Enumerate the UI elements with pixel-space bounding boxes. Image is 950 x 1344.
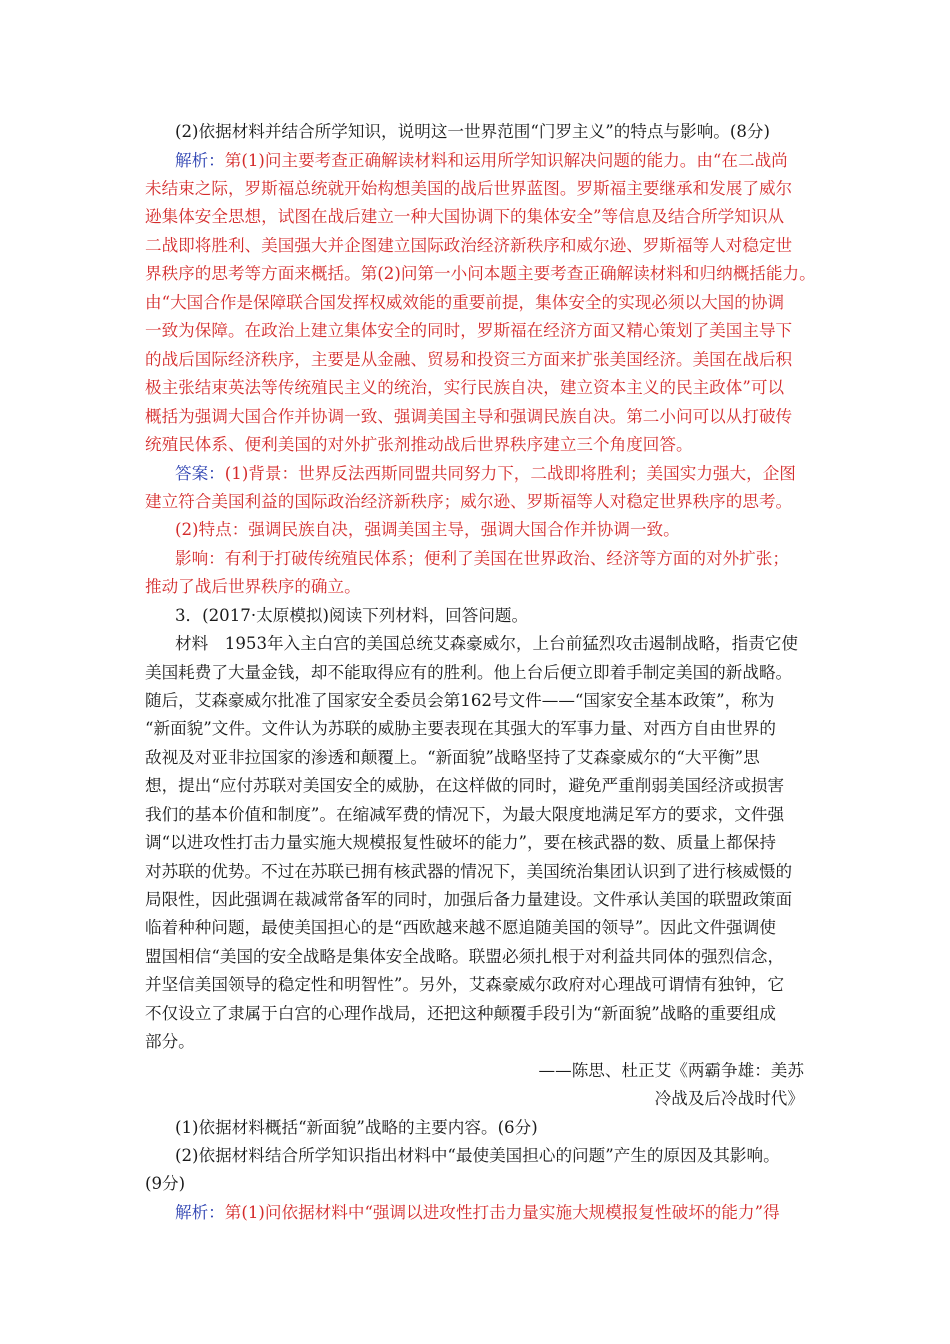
material-line: “新面貌”文件。文件认为苏联的威胁主要表现在其强大的军事力量、对西方自由世界的: [145, 719, 776, 738]
material-line: 部分。: [145, 1032, 195, 1051]
material-line: 随后，艾森豪威尔批准了国家安全委员会第162号文件——“国家安全基本政策”，称为: [145, 691, 775, 710]
answer-label: 答案：: [175, 464, 225, 483]
analysis-line: 由“大国合作是保障联合国发挥权威效能的重要前提，集体安全的实现必须以大国的协调: [145, 293, 785, 312]
q2-prompt: (2)依据材料并结合所学知识，说明这一世界范围“门罗主义”的特点与影响。(8分): [175, 122, 770, 141]
analysis-paragraph-line: 解析：第(1)问主要考查正确解读材料和运用所学知识解决问题的能力。由“在二战尚: [175, 151, 788, 170]
material-line: 局限性，因此强调在裁减常备军的同时，加强后备力量建设。文件承认美国的联盟政策面: [145, 890, 793, 909]
material-line: 想，提出“应付苏联对美国安全的威胁，在这样做的同时，避免严重削弱美国经济或损害: [145, 776, 785, 795]
answer-line: (2)特点：强调民族自决，强调美国主导，强调大国合作并协调一致。: [175, 520, 680, 539]
sub-question: (9分): [145, 1174, 186, 1193]
answer-line: 建立符合美国利益的国际政治经济新秩序；威尔逊、罗斯福等人对稳定世界秩序的思考。: [145, 492, 793, 511]
analysis-line: 极主张结束英法等传统殖民主义的统治，实行民族自决，建立资本主义的民主政体”可以: [145, 378, 785, 397]
analysis-line: 界秩序的思考等方面来概括。第(2)问第一小问本题主要考查正确解读材料和归纳概括能力。: [145, 264, 816, 283]
material-line: 美国耗费了大量金钱，却不能取得应有的胜利。他上台后便立即着手制定美国的新战略。: [145, 663, 793, 682]
material-line: 我们的基本价值和制度”。在缩减军费的情况下，为最大限度地满足军方的要求，文件强: [145, 805, 785, 824]
analysis-line: 未结束之际，罗斯福总统就开始构想美国的战后世界蓝图。罗斯福主要继承和发展了威尔: [145, 179, 793, 198]
analysis-label: 解析：: [175, 151, 225, 170]
material-line: 材料 1953年入主白宫的美国总统艾森豪威尔，上台前猛烈攻击遏制战略，指责它使: [175, 634, 799, 653]
sub-question: (1)依据材料概括“新面貌”战略的主要内容。(6分): [175, 1118, 538, 1137]
material-line: 盟国相信“美国的安全战略是集体安全战略。联盟必须扎根于对利益共同体的强烈信念，: [145, 947, 785, 966]
material-line: 不仅设立了隶属于白宫的心理作战局，还把这种颠覆手段引为“新面貌”战略的重要组成: [145, 1004, 776, 1023]
material-line: 对苏联的优势。不过在苏联已拥有核武器的情况下，美国统治集团认识到了进行核威慑的: [145, 862, 793, 881]
answer-line: 影响：有利于打破传统殖民体系；便利了美国在世界政治、经济等方面的对外扩张；: [175, 549, 789, 568]
analysis-line: 一致为保障。在政治上建立集体安全的同时，罗斯福在经济方面又精心策划了美国主导下: [145, 321, 793, 340]
material-source: ——陈思、杜正艾《两霸争雄：美苏: [538, 1061, 804, 1080]
material-line: 调“以进攻性打击力量实施大规模报复性破坏的能力”，要在核武器的数、质量上都保持: [145, 833, 776, 852]
analysis-line: 概括为强调大国合作并协调一致、强调美国主导和强调民族自决。第二小问可以从打破传: [145, 407, 793, 426]
analysis-line: 统殖民体系、便利美国的对外扩张剂推动战后世界秩序建立三个角度回答。: [145, 435, 693, 454]
analysis-line: 逊集体安全思想，试图在战后建立一种大国协调下的集体安全”等信息及结合所学知识从: [145, 207, 785, 226]
material-line: 并坚信美国领导的稳定性和明智性”。另外，艾森豪威尔政府对心理战可谓情有独钟，它: [145, 975, 785, 994]
sub-question: (2)依据材料结合所学知识指出材料中“最使美国担心的问题”产生的原因及其影响。: [175, 1146, 780, 1165]
material-line: 临着种种问题，最使美国担心的是“西欧越来越不愿追随美国的领导”。因此文件强调使: [145, 918, 776, 937]
material-source: 冷战及后冷战时代》: [654, 1089, 804, 1108]
answer-line: 答案：(1)背景：世界反法西斯同盟共同努力下，二战即将胜利；美国实力强大，企图: [175, 464, 796, 483]
analysis-line: 二战即将胜利、美国强大并企图建立国际政治经济新秩序和威尔逊、罗斯福等人对稳定世: [145, 236, 793, 255]
analysis-label: 解析：: [175, 1203, 225, 1222]
analysis-paragraph-line: 解析：第(1)问依据材料中“强调以进攻性打击力量实施大规模报复性破坏的能力”得: [175, 1203, 780, 1222]
material-line: 敌视及对亚非拉国家的渗透和颠覆上。“新面貌”战略坚持了艾森豪威尔的“大平衡”思: [145, 748, 760, 767]
answer-line: 推动了战后世界秩序的确立。: [145, 577, 361, 596]
analysis-line: 的战后国际经济秩序，主要是从金融、贸易和投资三方面来扩张美国经济。美国在战后积: [145, 350, 793, 369]
question-heading: 3．(2017·太原模拟)阅读下列材料，回答问题。: [175, 606, 529, 625]
